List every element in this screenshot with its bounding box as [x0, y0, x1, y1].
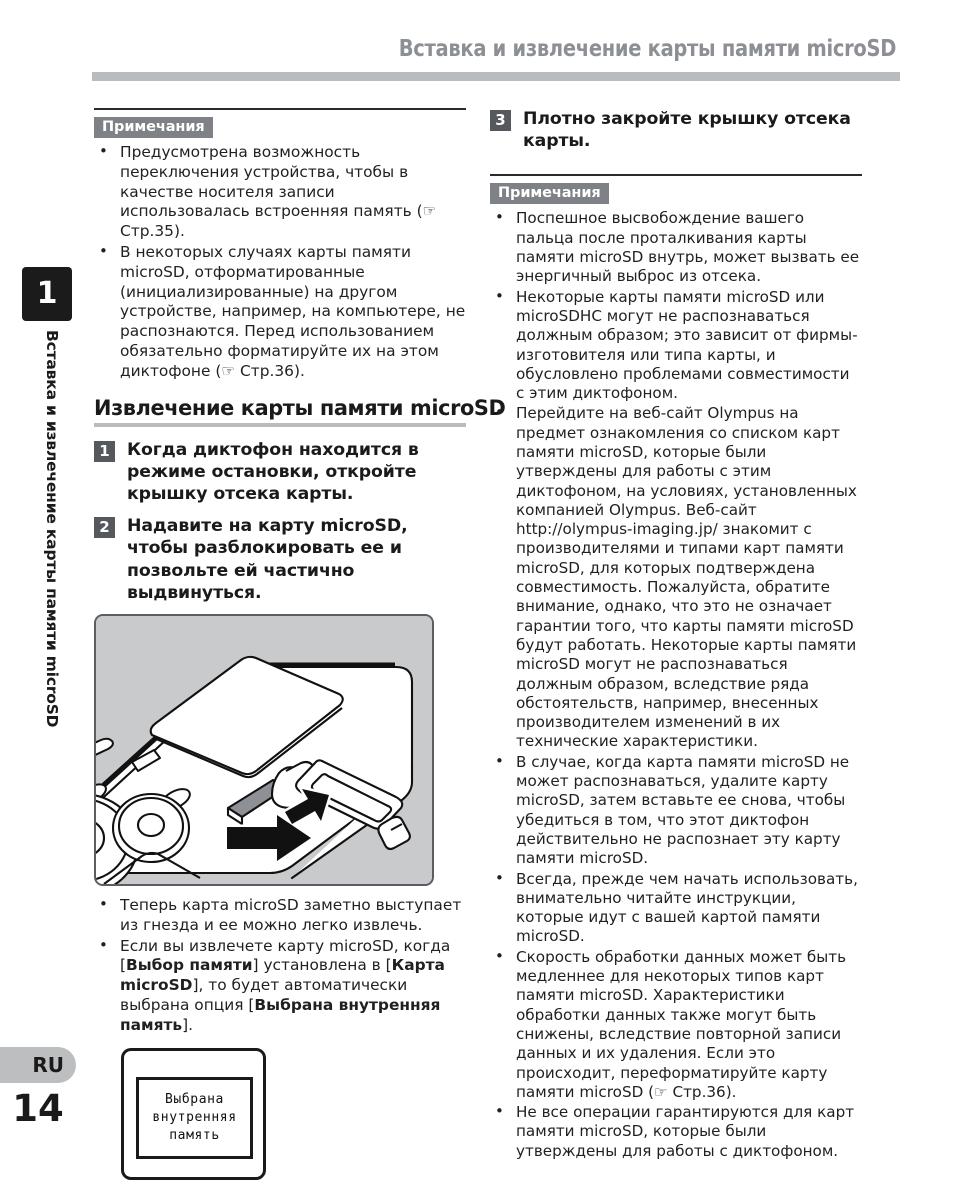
- right-notes-list: [490, 209, 862, 1161]
- page-title: Вставка и извлечение карты памяти microSD: [398, 36, 896, 62]
- step-text: Надавите на карту microSD, чтобы разблокировать ее и позвольте ей частично выдвинуться.: [127, 516, 408, 603]
- step-text: Плотно закройте крышку отсека карты.: [523, 109, 851, 152]
- list-item: [94, 243, 466, 382]
- step-3: [490, 108, 862, 152]
- right-column: [490, 108, 862, 1162]
- notes-label: Примечания: [94, 117, 213, 138]
- note-text: Всегда, прежде чем начать использовать, внимательно читайте инструкции, которые идут с вашей картой памяти microSD.: [516, 869, 858, 946]
- header-rule: [92, 72, 900, 81]
- note-text: Некоторые карты памяти microSD или microSDHC могут не распознаваться должным образом; это зависит от фирмы-изготовителя или типа карты, и обусловлено проблемами совместимости с этим диктофоном.: [516, 287, 858, 403]
- list-item: [490, 288, 862, 404]
- left-notes-list: [94, 143, 466, 382]
- step-number-badge: 1: [94, 441, 115, 462]
- right-steps-list: [490, 108, 862, 152]
- post-figure-notes-list: [94, 896, 466, 1036]
- notes-divider: [94, 108, 466, 110]
- list-item: [94, 143, 466, 242]
- lcd-screen: [136, 1077, 253, 1159]
- lcd-line-2: внутренняя: [152, 1109, 237, 1125]
- step-number-badge: 3: [490, 110, 511, 131]
- note-text: Предусмотрена возможность переключения устройства, чтобы в качестве носителя записи использовалась встроенняя память (☞ Стр.35).: [120, 143, 437, 241]
- step-1: [94, 439, 466, 506]
- notes-label: Примечания: [490, 183, 609, 204]
- note-text: В некоторых случаях карты памяти microSD, отформатированные (инициализированные) на другом устройстве, например, на компьютере, не распознаются. Перед использованием обязательно форматируйте их на этом диктофоне (☞ Стр.36).: [120, 242, 466, 380]
- list-item: [490, 1103, 862, 1161]
- list-item: [94, 896, 466, 936]
- note-text: Поспешное высвобождение вашего пальца после проталкивания карты памяти microSD внутрь, может вызвать ее энергичный выброс из отсека.: [516, 209, 860, 286]
- chapter-tab: [22, 267, 72, 321]
- step-2: [94, 515, 466, 604]
- list-item: [490, 948, 862, 1102]
- note-text: В случае, когда карта памяти microSD не может распознаваться, удалите карту microSD, затем вставьте ее снова, чтобы убедиться в том, что этот диктофон действительно не распознает эту карту памяти microSD.: [516, 752, 850, 868]
- language-badge: [0, 1047, 76, 1083]
- note-text: Не все операции гарантируются для карт памяти microSD, которые были утверждены для работы с диктофоном.: [516, 1103, 855, 1160]
- section-heading-rule: [94, 423, 466, 427]
- lcd-line-1: Выбрана: [165, 1092, 224, 1108]
- list-item: [490, 753, 862, 869]
- steps-list: [94, 439, 466, 605]
- recorder-diagram-svg: [96, 616, 432, 884]
- step-text: Когда диктофон находится в режиме остановки, откройте крышку отсека карты.: [127, 439, 419, 504]
- list-item: [490, 209, 862, 286]
- left-column: [94, 108, 506, 1180]
- list-item: [490, 404, 862, 751]
- chapter-number: 1: [36, 276, 58, 311]
- chapter-vertical-title: Вставка и извлечение карты памяти microSD: [43, 330, 61, 728]
- note-text: Теперь карта microSD заметно выступает из гнезда и ее можно легко извлечь.: [120, 896, 462, 934]
- list-item: [490, 870, 862, 947]
- lcd-line-3: память: [169, 1127, 220, 1143]
- language-code: RU: [32, 1053, 64, 1077]
- section-heading: Извлечение карты памяти microSD: [94, 395, 506, 421]
- step-number-badge: 2: [94, 517, 115, 538]
- list-item: • Если вы извлечете карту microSD, когда [Выбор памяти] установлена в [Карта microSD], то будет автоматически выбрана опция [Выбрана внутренняя память].: [94, 937, 466, 1036]
- lcd-display-figure: [121, 1048, 266, 1180]
- note-text: Перейдите на веб-сайт Olympus на предмет ознакомления со списком карт памяти microSD, которые были утверждены для работы с этим диктофоном, на условиях, установленных компанией Olympus. Веб-сайт http://olympus-imaging.jp/ знакомит с производителями и типами карт памяти microSD, для которых подтверждена совместимость. Пожалуйста, обратите внимание, однако, что это не означает гарантии того, что карты памяти microSD будут работать. Некоторые карты памяти microSD могут не распознаваться должным образом, вследствие ряда обстоятельств, например, внесенных производителем изменений в их технические характеристики.: [516, 404, 857, 751]
- page-header: [0, 0, 954, 90]
- microsd-ejection-illustration: [94, 614, 434, 886]
- page-number: 14: [12, 1087, 64, 1130]
- note-text: Скорость обработки данных может быть медленнее для некоторых типов карт памяти microSD. Характеристики обработки данных также могут быть снижены, вследствие повторной записи данных и их удаления. Если это происходит, переформатируйте карту памяти microSD (☞ Стр.36).: [516, 947, 847, 1101]
- notes-divider: [490, 174, 862, 176]
